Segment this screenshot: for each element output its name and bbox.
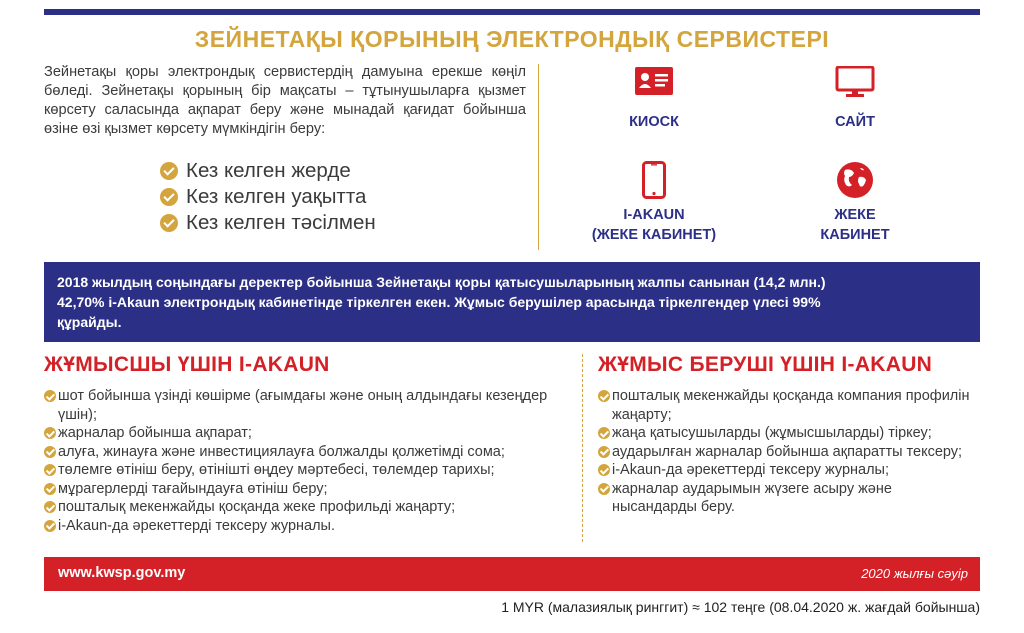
check-icon <box>44 501 56 513</box>
list-item: алуға, жинауға және инвестициялауға болжалды қолжетімді сома; <box>44 443 564 462</box>
check-icon <box>160 162 178 180</box>
employer-section-title: ЖҰМЫС БЕРУШІ ҮШІН I-AKAUN <box>598 353 933 376</box>
service-sublabel: КАБИНЕТ <box>820 227 890 243</box>
service-site <box>780 66 930 132</box>
check-icon <box>44 464 56 476</box>
principle-item: Кез келген тәсілмен <box>160 210 376 236</box>
check-icon <box>598 446 610 458</box>
list-item: төлемге өтініш беру, өтінішті өңдеу мәртебесі, төлемдер тарихы; <box>44 461 564 480</box>
service-kiosk <box>579 66 729 132</box>
banner-line: 2018 жылдың соңындағы деректер бойынша Зейнетақы қоры қатысушыларының жалпы санынан (14,2 млн.) <box>57 274 826 290</box>
service-label: ЖЕКЕ <box>834 207 876 223</box>
globe-icon <box>836 161 874 199</box>
list-item: пошталық мекенжайды қосқанда компания профилін жаңарту; <box>598 387 978 424</box>
service-sublabel: (ЖЕКЕ КАБИНЕТ) <box>591 227 717 243</box>
list-item: жарналар бойынша ақпарат; <box>44 424 564 443</box>
monitor-icon <box>835 66 875 98</box>
publication-date: 2020 жылғы сәуір <box>861 566 968 581</box>
check-icon <box>598 464 610 476</box>
banner-line: құрайды. <box>57 314 122 330</box>
statistics-banner <box>44 262 980 342</box>
service-iakaun <box>579 161 729 245</box>
id-card-icon <box>634 66 674 96</box>
check-icon <box>598 427 610 439</box>
check-icon <box>160 214 178 232</box>
top-rule <box>44 9 980 15</box>
employer-feature-list <box>598 387 978 517</box>
service-label: САЙТ <box>835 114 875 130</box>
banner-line: 42,70% i-Akaun электрондық кабинетінде тіркелген екен. Жұмыс берушілер арасында тіркелгендер үлесі 99% <box>57 294 821 310</box>
list-item: i-Akaun-да әрекеттерді тексеру журналы. <box>44 517 564 536</box>
check-icon <box>598 483 610 495</box>
list-item: мұрагерлерді тағайындауға өтініш беру; <box>44 480 564 499</box>
list-item: аударылған жарналар бойынша ақпаратты тексеру; <box>598 443 978 462</box>
website-link[interactable]: www.kwsp.gov.my <box>58 565 186 581</box>
service-cabinet <box>780 161 930 245</box>
footer-bar <box>44 557 980 591</box>
check-icon <box>44 446 56 458</box>
list-item: жаңа қатысушыларды (жұмысшыларды) тіркеу; <box>598 424 978 443</box>
section-divider <box>538 64 539 250</box>
employee-section-title: ЖҰМЫСШЫ ҮШІН I-AKAUN <box>44 353 330 376</box>
service-label: КИОСК <box>629 114 679 130</box>
list-item: i-Akaun-да әрекеттерді тексеру журналы; <box>598 461 978 480</box>
principle-item: Кез келген жерде <box>160 158 376 184</box>
check-icon <box>44 390 56 402</box>
column-divider <box>582 354 583 542</box>
list-item: шот бойынша үзінді көшірме (ағымдағы және оның алдындағы кезеңдер үшін); <box>44 387 564 424</box>
check-icon <box>160 188 178 206</box>
page-title: ЗЕЙНЕТАҚЫ ҚОРЫНЫҢ ЭЛЕКТРОНДЫҚ СЕРВИСТЕРІ <box>194 26 830 52</box>
list-item: пошталық мекенжайды қосқанда жеке профильді жаңарту; <box>44 498 564 517</box>
employee-feature-list <box>44 387 564 535</box>
check-icon <box>598 390 610 402</box>
principles-list <box>160 158 376 236</box>
smartphone-icon <box>642 161 666 199</box>
intro-paragraph: Зейнетақы қоры электрондық сервистердің дамуына ерекше көңіл бөледі. Зейнетақы қорының бір мақсаты – тұтынушыларға қызмет көрсету саласында ақпарат беру және мынадай қағидат бойынша өзіне өзі қызмет көрсету мүмкіндігін беру: <box>44 64 526 137</box>
principle-item: Кез келген уақытта <box>160 184 376 210</box>
exchange-rate-note: 1 MYR (малазиялық ринггит) ≈ 102 теңге (08.04.2020 ж. жағдай бойынша) <box>501 599 980 615</box>
check-icon <box>44 427 56 439</box>
check-icon <box>44 483 56 495</box>
check-icon <box>44 520 56 532</box>
service-label: I-AKAUN <box>623 207 685 223</box>
list-item: жарналар аударымын жүзеге асыру және нысандарды беру. <box>598 480 978 517</box>
